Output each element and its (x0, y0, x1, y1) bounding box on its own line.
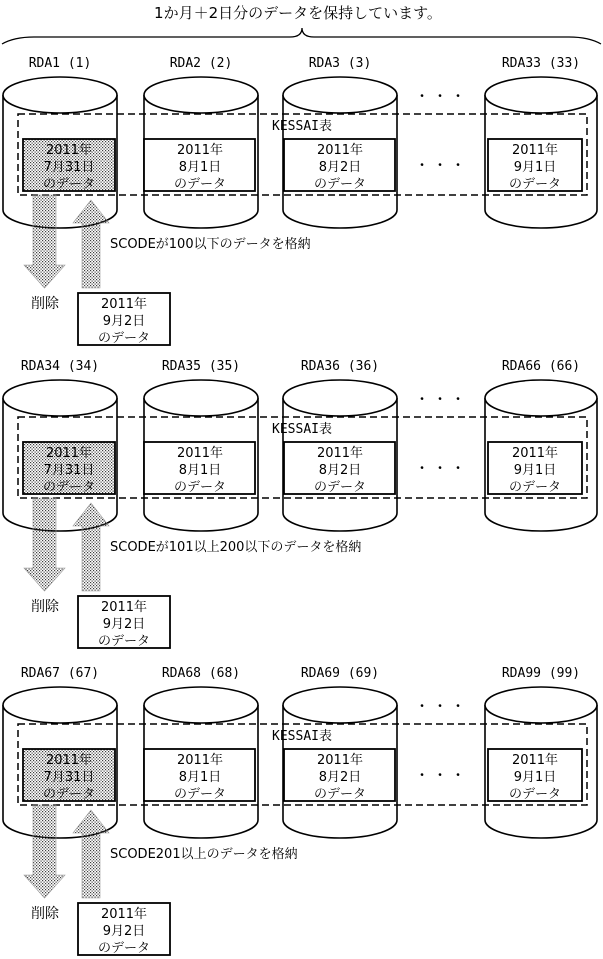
cylinder-label: RDA68 (68) (161, 666, 241, 681)
retention-note: 1か月＋2日分のデータを保持しています。 (154, 4, 442, 22)
delete-label: 削除 (31, 599, 59, 615)
box-date-line: 9月2日 (102, 924, 146, 939)
box-year-line: 2011年 (45, 446, 93, 461)
database-cylinder-top (283, 77, 397, 113)
box-date-line: 9月1日 (513, 770, 557, 785)
shard-group-2 (3, 359, 597, 649)
shard-group-3 (3, 666, 597, 956)
cylinder-label: RDA34 (34) (20, 359, 100, 374)
cylinder-label: RDA66 (66) (501, 359, 581, 374)
delete-label: 削除 (31, 296, 59, 312)
database-cylinder-top (144, 77, 258, 113)
box-suffix-line: のデータ (508, 480, 562, 495)
cylinder-label: RDA1 (1) (28, 56, 92, 71)
store-note: SCODEが101以上200以下のデータを格納 (110, 540, 362, 555)
box-date-line: 9月1日 (513, 463, 557, 478)
box-suffix-line: のデータ (508, 787, 562, 802)
box-date-line: 7月31日 (43, 463, 95, 478)
ellipsis-cylinders: ・・・ (415, 699, 471, 713)
cylinder-label: RDA36 (36) (300, 359, 380, 374)
retention-brace (2, 28, 601, 44)
kessai-table-label: KESSAI表 (272, 422, 332, 437)
box-suffix-line: のデータ (173, 480, 227, 495)
box-date-line: 8月1日 (178, 463, 222, 478)
shard-group-1 (3, 56, 597, 346)
database-cylinder-top (144, 687, 258, 723)
box-date-line: 8月2日 (318, 463, 362, 478)
ellipsis-cylinders: ・・・ (415, 392, 471, 406)
box-suffix-line: のデータ (42, 787, 96, 802)
cylinder-label: RDA67 (67) (20, 666, 100, 681)
database-cylinder-top (3, 687, 117, 723)
box-year-line: 2011年 (511, 143, 559, 158)
delete-label: 削除 (31, 906, 59, 922)
box-suffix-line: のデータ (97, 941, 151, 956)
box-suffix-line: のデータ (97, 634, 151, 649)
box-year-line: 2011年 (176, 143, 224, 158)
database-cylinder-top (485, 77, 597, 113)
database-cylinder-top (283, 687, 397, 723)
box-year-line: 2011年 (316, 446, 364, 461)
ellipsis-cylinders: ・・・ (415, 89, 471, 103)
cylinder-label: RDA35 (35) (161, 359, 241, 374)
box-date-line: 9月1日 (513, 160, 557, 175)
ellipsis-boxes: ・・・ (415, 461, 471, 475)
box-date-line: 8月1日 (178, 160, 222, 175)
box-year-line: 2011年 (100, 297, 148, 312)
box-year-line: 2011年 (45, 753, 93, 768)
box-suffix-line: のデータ (313, 480, 367, 495)
box-date-line: 9月2日 (102, 314, 146, 329)
database-cylinder-top (485, 687, 597, 723)
box-suffix-line: のデータ (173, 787, 227, 802)
database-cylinder-top (283, 380, 397, 416)
store-note: SCODEが100以下のデータを格納 (110, 237, 311, 252)
box-date-line: 8月1日 (178, 770, 222, 785)
box-year-line: 2011年 (316, 753, 364, 768)
database-cylinder-top (485, 380, 597, 416)
kessai-table-label: KESSAI表 (272, 119, 332, 134)
ellipsis-boxes: ・・・ (415, 768, 471, 782)
box-year-line: 2011年 (100, 600, 148, 615)
ellipsis-boxes: ・・・ (415, 158, 471, 172)
box-suffix-line: のデータ (42, 177, 96, 192)
database-cylinder-top (3, 380, 117, 416)
box-year-line: 2011年 (511, 753, 559, 768)
box-year-line: 2011年 (176, 753, 224, 768)
box-suffix-line: のデータ (173, 177, 227, 192)
box-suffix-line: のデータ (508, 177, 562, 192)
box-suffix-line: のデータ (313, 177, 367, 192)
database-cylinder-top (144, 380, 258, 416)
cylinder-label: RDA2 (2) (169, 56, 233, 71)
box-suffix-line: のデータ (42, 480, 96, 495)
database-cylinder-top (3, 77, 117, 113)
cylinder-label: RDA69 (69) (300, 666, 380, 681)
store-note: SCODE201以上のデータを格納 (110, 847, 298, 862)
box-year-line: 2011年 (45, 143, 93, 158)
box-year-line: 2011年 (100, 907, 148, 922)
box-year-line: 2011年 (511, 446, 559, 461)
box-date-line: 8月2日 (318, 160, 362, 175)
box-year-line: 2011年 (316, 143, 364, 158)
box-date-line: 8月2日 (318, 770, 362, 785)
box-year-line: 2011年 (176, 446, 224, 461)
cylinder-label: RDA33 (33) (501, 56, 581, 71)
box-suffix-line: のデータ (97, 331, 151, 346)
box-date-line: 9月2日 (102, 617, 146, 632)
cylinder-label: RDA3 (3) (308, 56, 372, 71)
box-suffix-line: のデータ (313, 787, 367, 802)
cylinder-label: RDA99 (99) (501, 666, 581, 681)
box-date-line: 7月31日 (43, 770, 95, 785)
box-date-line: 7月31日 (43, 160, 95, 175)
kessai-table-label: KESSAI表 (272, 729, 332, 744)
